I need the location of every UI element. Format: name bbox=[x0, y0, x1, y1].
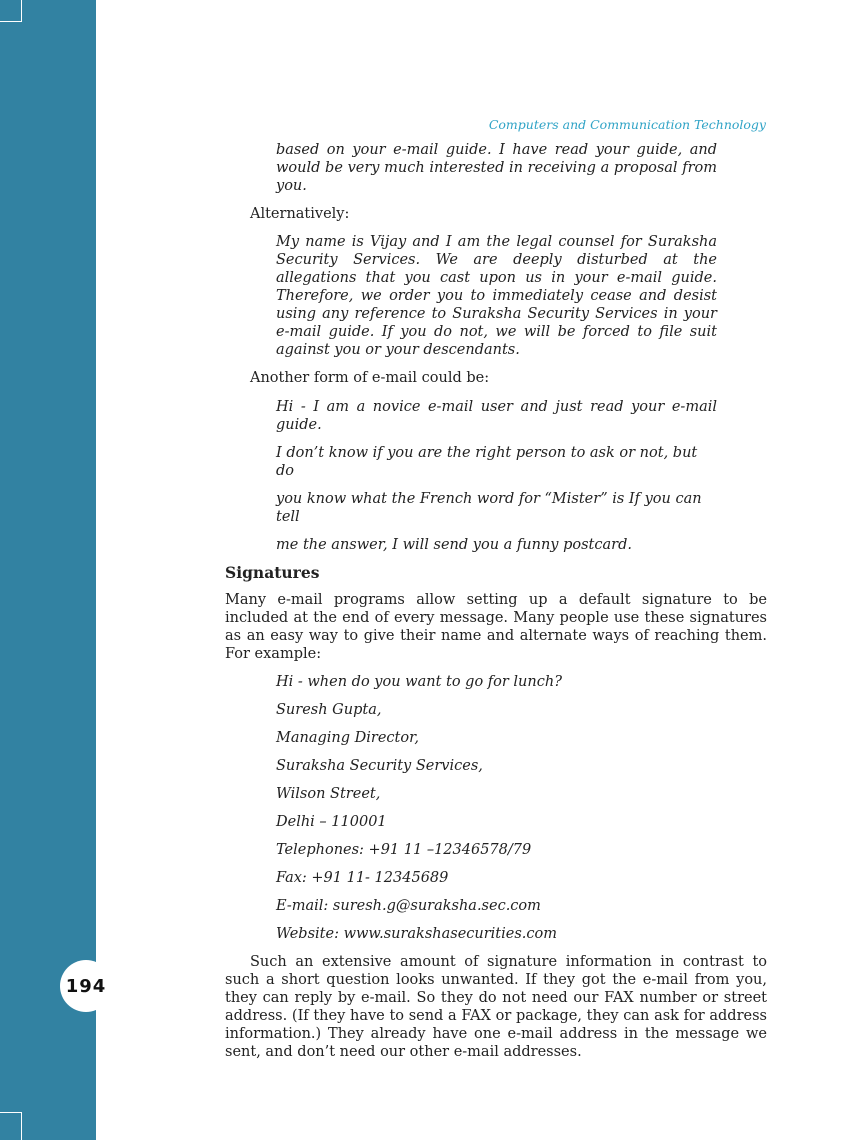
page-content bbox=[225, 141, 767, 1061]
running-head: Computers and Communication Technology bbox=[488, 117, 766, 132]
quote-line: you know what the French word for “Mister” is If you can tell bbox=[276, 491, 702, 525]
quote-paragraph-2: My name is Vijay and I am the legal counsel for Suraksha Security Services. We are deeply disturbed at the allegations that you cast upon us in your e-mail guide. Therefore, we order you to immediately cease and desist using any reference to Suraksha Security Services in your e-mail guide. If you do not, we will be forced to file suit against you or your descendants. bbox=[276, 234, 717, 358]
signature-line: Telephones: +91 11 –12346578/79 bbox=[276, 842, 532, 858]
section-heading: Signatures bbox=[225, 563, 320, 582]
alternatively-label: Alternatively: bbox=[250, 206, 350, 222]
signature-line: Managing Director, bbox=[276, 730, 420, 746]
another-form-label: Another form of e-mail could be: bbox=[250, 370, 490, 386]
crop-mark-top bbox=[0, 0, 22, 22]
signature-line: Suresh Gupta, bbox=[276, 702, 382, 718]
page-number: 194 bbox=[60, 960, 112, 1012]
signature-example bbox=[225, 673, 767, 943]
signature-line: Fax: +91 11- 12345689 bbox=[276, 870, 449, 886]
signatures-paragraph: Many e-mail programs allow setting up a default signature to be included at the end of every message. Many people use these signatures as an easy way to give their name and alternate ways of reaching them. For example: bbox=[225, 592, 767, 662]
quote-line: I don’t know if you are the right person to ask or not, but do bbox=[276, 445, 698, 479]
signature-line: Website: www.surakshasecurities.com bbox=[276, 926, 558, 942]
signature-line: E-mail: suresh.g@suraksha.sec.com bbox=[276, 898, 541, 914]
signature-line: Delhi – 110001 bbox=[276, 814, 387, 830]
quote-paragraph-3: Hi - I am a novice e-mail user and just read your e-mail guide. bbox=[276, 399, 717, 433]
signature-line: Wilson Street, bbox=[276, 786, 381, 802]
quote-paragraph-1: based on your e-mail guide. I have read your guide, and would be very much interested in receiving a proposal from you. bbox=[276, 142, 717, 194]
signature-line: Suraksha Security Services, bbox=[276, 758, 483, 774]
closing-paragraph: Such an extensive amount of signature information in contrast to such a short question looks unwanted. If they got the e-mail from you, they can reply by e-mail. So they do not need our FAX number or street address. (If they have to send a FAX or package, they can ask for address information.) They already have one e-mail address in the message we sent, and don’t need our other e-mail addresses. bbox=[225, 954, 767, 1060]
crop-mark-bottom bbox=[0, 1112, 22, 1140]
quote-line: me the answer, I will send you a funny postcard. bbox=[276, 537, 632, 553]
signature-line: Hi - when do you want to go for lunch? bbox=[276, 674, 562, 690]
